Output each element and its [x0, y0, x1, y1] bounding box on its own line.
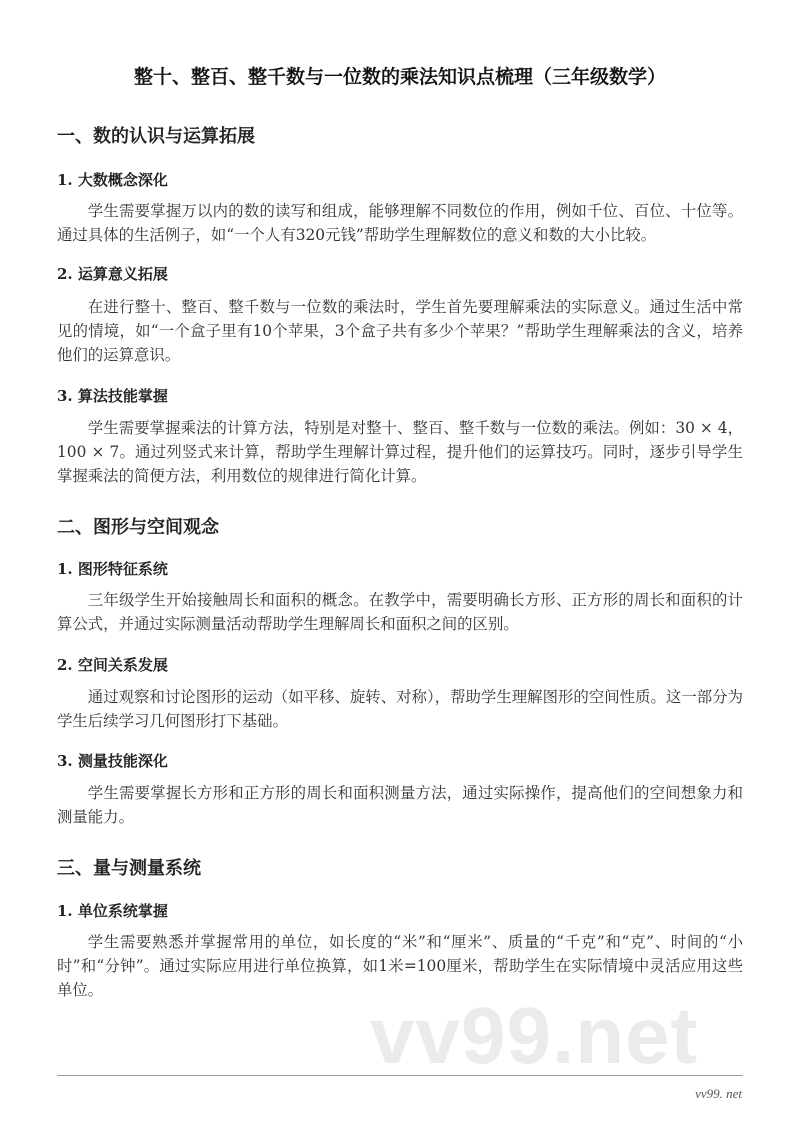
- document-title: 整十、整百、整千数与一位数的乘法知识点梳理（三年级数学）: [133, 66, 666, 88]
- subsection-heading: 1. 单位系统掌握: [57, 902, 168, 920]
- section-heading: 一、数的认识与运算拓展: [57, 126, 255, 147]
- subsection-heading: 1. 图形特征系统: [57, 560, 168, 578]
- section-heading: 二、图形与空间观念: [57, 517, 219, 538]
- paragraph: 学生需要掌握长方形和正方形的周长和面积测量方法，通过实际操作，提高他们的空间想象力和测量能力。: [57, 784, 743, 826]
- paragraph: 在进行整十、整百、整千数与一位数的乘法时，学生首先要理解乘法的实际意义。通过生活中常见的情境，如“一个盒子里有10个苹果，3个盒子共有多少个苹果？”帮助学生理解乘法的含义，培养他们的运算意识。: [57, 298, 743, 364]
- paragraph: 三年级学生开始接触周长和面积的概念。在教学中，需要明确长方形、正方形的周长和面积的计算公式，并通过实际测量活动帮助学生理解周长和面积之间的区别。: [57, 591, 743, 633]
- footer-site: vv99. net: [695, 1086, 742, 1101]
- paragraph: 学生需要掌握万以内的数的读写和组成，能够理解不同数位的作用，例如千位、百位、十位等。通过具体的生活例子，如“一个人有320元钱”帮助学生理解数位的意义和数的大小比较。: [57, 202, 743, 244]
- subsection-heading: 1. 大数概念深化: [57, 171, 168, 189]
- paragraph: 学生需要掌握乘法的计算方法，特别是对整十、整百、整千数与一位数的乘法。例如：30 × 4，100 × 7。通过列竖式来计算，帮助学生理解计算过程，提升他们的运算技巧。同时，逐步引导学生掌握乘法的简便方法，利用数位的规律进行简化计算。: [57, 419, 743, 485]
- paragraph: 通过观察和讨论图形的运动（如平移、旋转、对称），帮助学生理解图形的空间性质。这一部分为学生后续学习几何图形打下基础。: [57, 688, 743, 730]
- subsection-heading: 3. 算法技能掌握: [57, 387, 168, 405]
- section-heading: 三、量与测量系统: [57, 858, 201, 879]
- subsection-heading: 2. 空间关系发展: [57, 656, 168, 674]
- paragraph: 学生需要熟悉并掌握常用的单位，如长度的“米”和“厘米”、质量的“千克”和“克”、时间的“小时”和“分钟”。通过实际应用进行单位换算，如1米=100厘米，帮助学生在实际情境中灵活应用这些单位。: [57, 933, 743, 999]
- footer-divider: [57, 1075, 743, 1076]
- subsection-heading: 2. 运算意义拓展: [57, 265, 168, 283]
- watermark: vv99.net: [370, 991, 699, 1080]
- subsection-heading: 3. 测量技能深化: [57, 752, 168, 770]
